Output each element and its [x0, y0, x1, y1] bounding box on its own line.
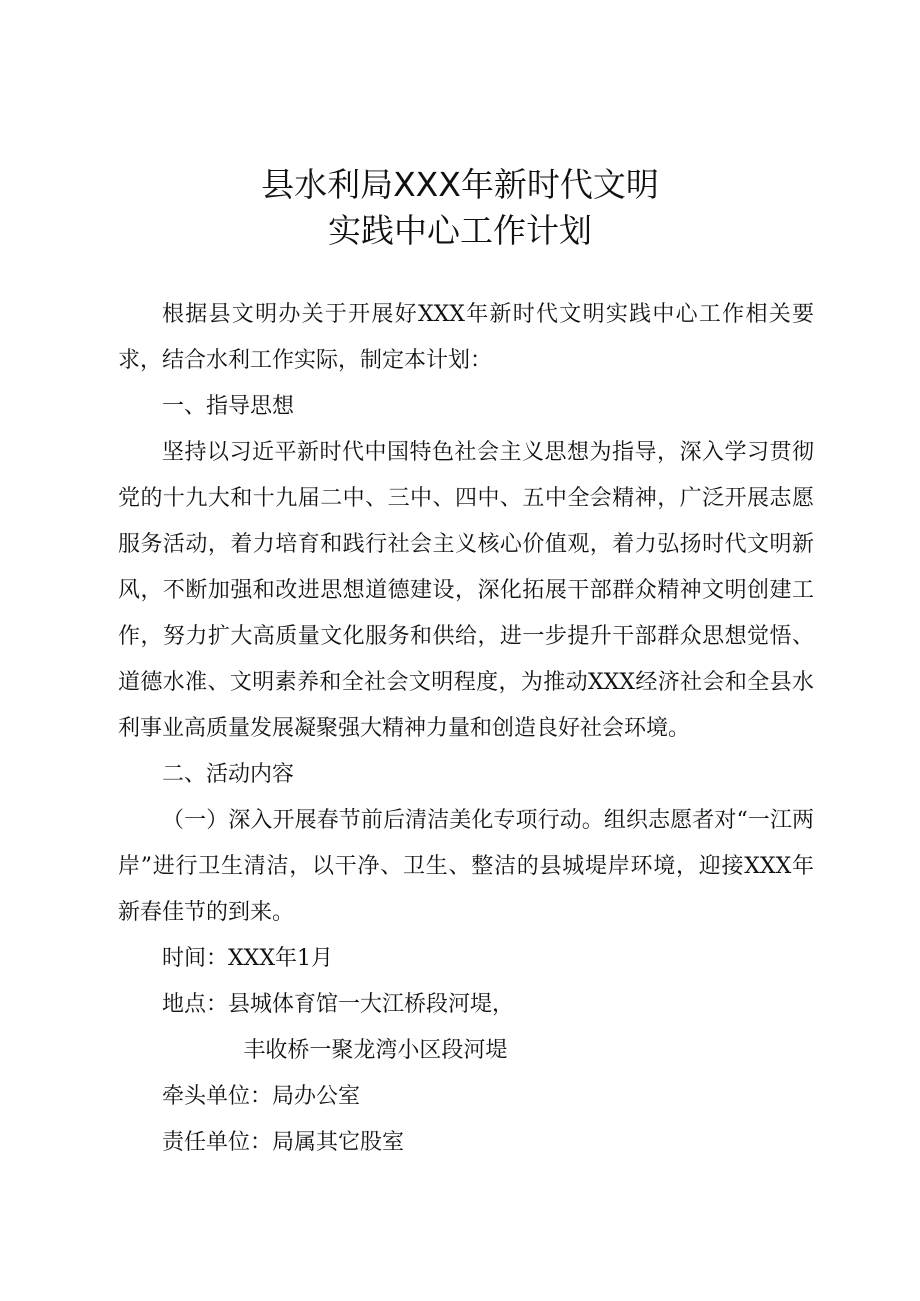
- intro-paragraph: 根据县文明办关于开展好XXX年新时代文明实践中心工作相关要求，结合水利工作实际，制定本计划：: [118, 302, 814, 373]
- activity-1-time: 时间：XXX年1月: [162, 946, 333, 971]
- activity-1-location-line-1: 地点：县城体育馆一大江桥段河堤，: [162, 992, 515, 1017]
- document-body: [118, 292, 814, 1166]
- activity-1-responsible-unit: 责任单位：局属其它股室: [162, 1130, 405, 1155]
- document-title-line-1: 县水利局XXX年新时代文明: [261, 165, 659, 204]
- section-1-heading: 一、指导思想: [162, 394, 295, 419]
- section-1-paragraph: 坚持以习近平新时代中国特色社会主义思想为指导，深入学习贯彻党的十九大和十九届二中、三中、四中、五中全会精神，广泛开展志愿服务活动，着力培育和践行社会主义核心价值观，着力弘扬时代文明新风，不断加强和改进思想道德建设，深化拓展干部群众精神文明创建工作，努力扩大高质量文化服务和供给，进一步提升干部群众思想觉悟、道德水准、文明素养和全社会文明程度，为推动XXX经济社会和全县水利事业高质量发展凝聚强大精神力量和创造良好社会环境。: [118, 440, 814, 741]
- document-title-line-2: 实践中心工作计划: [328, 211, 592, 250]
- activity-1-lead-unit: 牵头单位：局办公室: [162, 1084, 361, 1109]
- activity-1-location-line-2: 丰收桥一聚龙湾小区段河堤: [243, 1038, 508, 1063]
- activity-1-paragraph: （一）深入开展春节前后清洁美化专项行动。组织志愿者对“一江两岸”进行卫生清洁，以干净、卫生、整洁的县城堤岸环境，迎接XXX年新春佳节的到来。: [118, 808, 814, 925]
- section-2-heading: 二、活动内容: [162, 762, 295, 787]
